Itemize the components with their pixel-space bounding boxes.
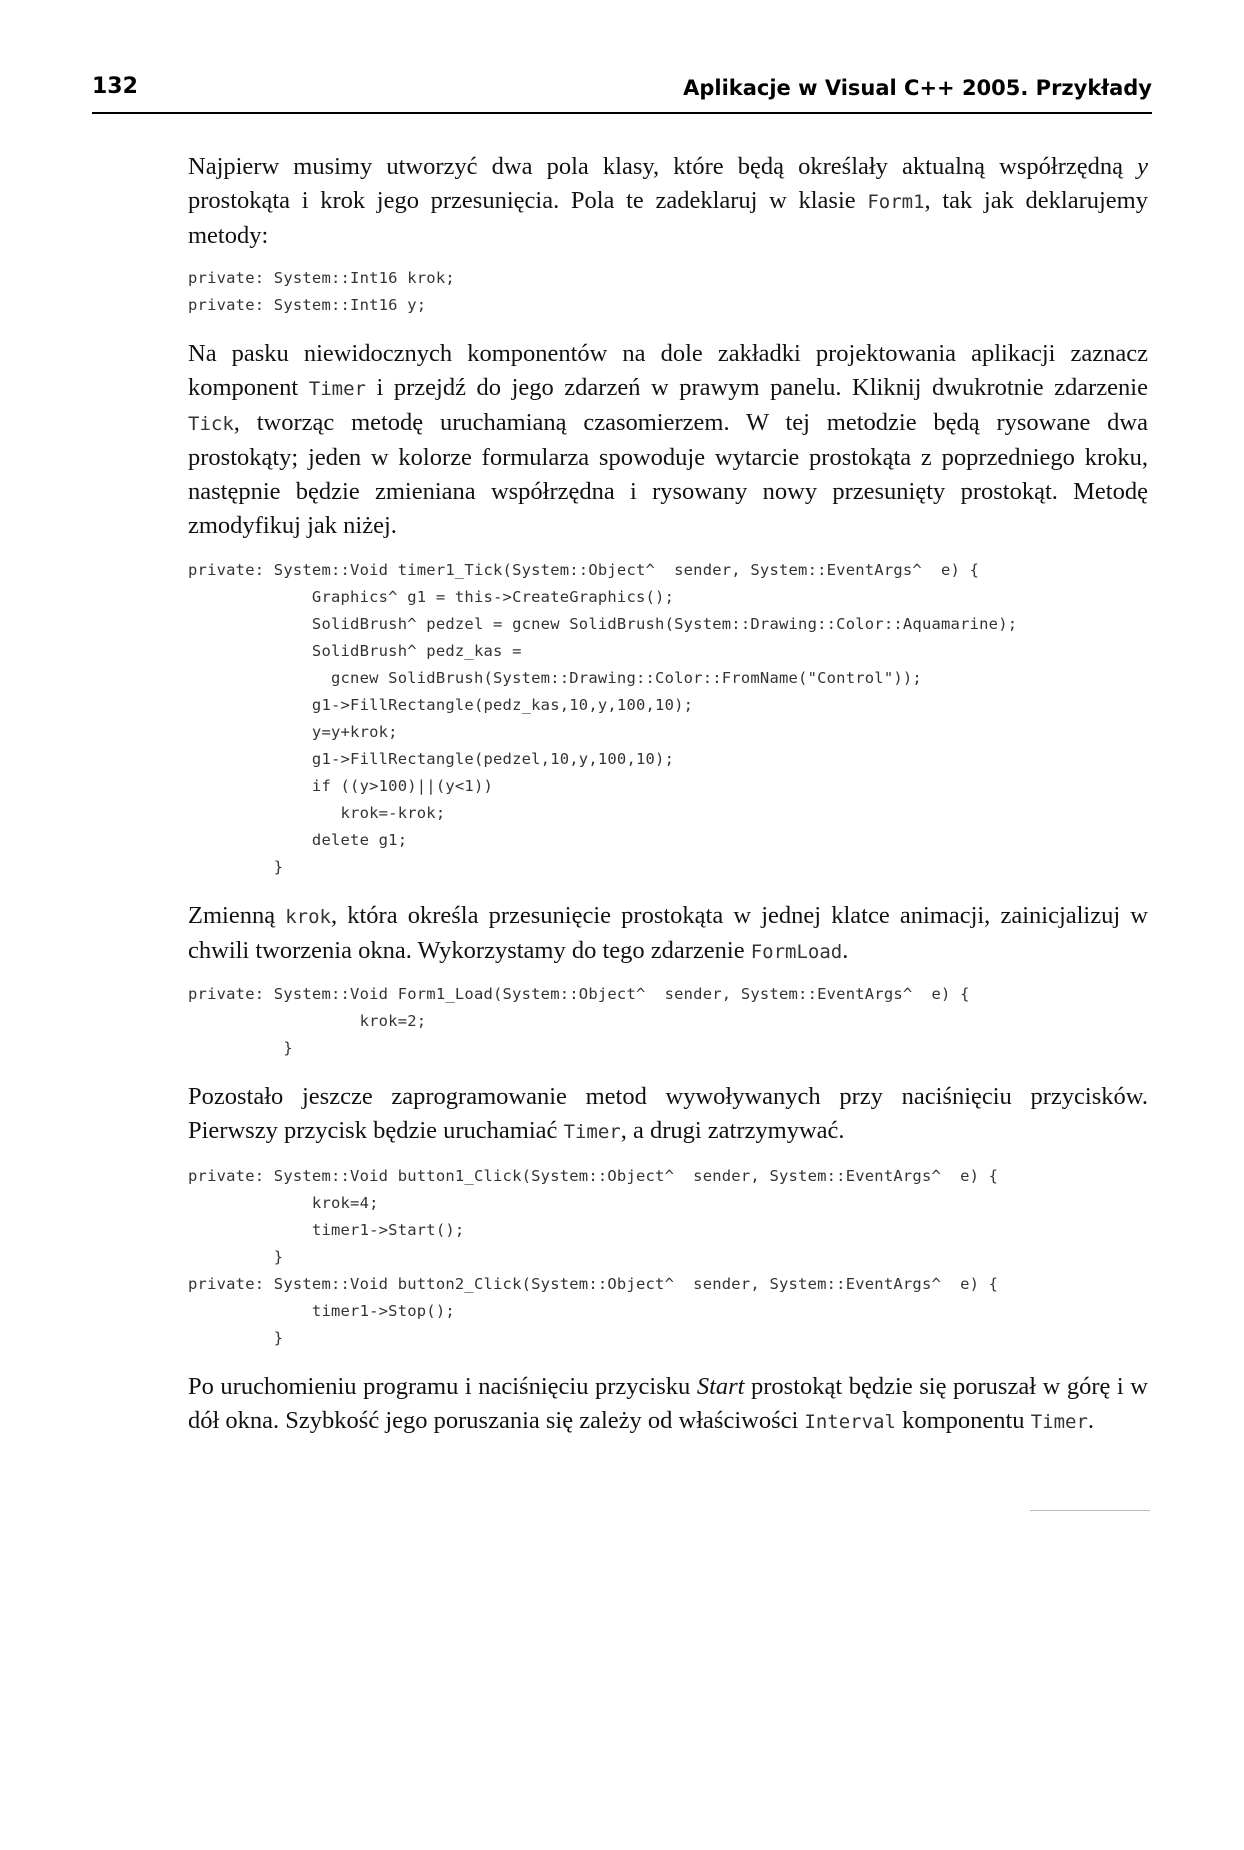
text-span: Zmienną [188, 902, 286, 929]
text-span: Na pasku niewidocznych komponentów na dole zakładki projektowania aplikacji zaznacz komponent [188, 340, 1148, 401]
page-header [92, 74, 1152, 114]
text-span: , tworząc metodę uruchamianą czasomierzem. W tej metodzie będą rysowane dwa prostokąty; jeden w kolorze formularza spowoduje wytarcie prostokąta z poprzedniego kroku, następnie będzie zmieniana współrzędna i rysowany nowy przesunięty prostokąt. Metodę zmodyfikuj jak niżej. [188, 409, 1148, 539]
paragraph-2 [188, 337, 1148, 543]
text-span: , tak jak deklarujemy metody: [188, 187, 1148, 249]
text-span: i przejdź do jego zdarzeń w prawym panelu. Kliknij dwukrotnie zdarzenie [366, 374, 1148, 401]
italic-span: Start [696, 1373, 745, 1400]
paragraph-4 [188, 1080, 1148, 1149]
inline-code: Interval [804, 1411, 896, 1433]
code-block-fields: private: System::Int16 krok; private: System::Int16 y; [188, 269, 455, 314]
code-block-timer-tick: private: System::Void timer1_Tick(System::Object^ sender, System::EventArgs^ e) { Graphics^ g1 = this->CreateGraphics(); SolidBrush^ pedzel = gcnew SolidBrush(System::Drawing::Color::Aquamarine); SolidBrush^ pedz_kas = gcnew SolidBrush(System::Drawing::Color::FromName("Control")); g1->FillRectangle(pedz_kas,10,y,100,10); y=y+krok; g1->FillRectangle(pedzel,10,y,100,10); if ((y>100)||(y<1)) krok=-krok; delete g1; } [188, 561, 1018, 876]
page-content [188, 150, 1148, 1439]
text-span: Po uruchomieniu programu i naciśnięciu przycisku [188, 1373, 697, 1400]
code-block-buttons: private: System::Void button1_Click(System::Object^ sender, System::EventArgs^ e) { krok=4; timer1->Start(); } private: System::Void button2_Click(System::Object^ sender, System::EventArgs^ e) { timer1->Stop(); } [188, 1167, 999, 1347]
text-span: komponentu [895, 1407, 1031, 1434]
text-span: prostokąta i krok jego przesunięcia. Pola te zadeklaruj w klasie [188, 187, 868, 214]
inline-code: krok [285, 906, 331, 928]
paragraph-5 [188, 1370, 1148, 1439]
italic-span: y [1137, 153, 1148, 180]
text-span: . [1087, 1407, 1095, 1434]
inline-code: Form1 [867, 191, 925, 213]
inline-code: Timer [563, 1121, 621, 1143]
text-span: prostokąt będzie się poruszał w górę i w dół okna. Szybkość jego poruszania się zależy od właściwości [188, 1373, 1148, 1434]
inline-code: Tick [188, 413, 234, 435]
inline-code: FormLoad [750, 941, 843, 963]
text-span: , a drugi zatrzymywać. [620, 1117, 845, 1144]
text-span: , która określa przesunięcie prostokąta w jednej klatce animacji, zainicjalizuj w chwili tworzenia okna. Wykorzystamy do tego zdarzenie [188, 902, 1148, 964]
running-title: Aplikacje w Visual C++ 2005. Przykłady [683, 76, 1152, 100]
paragraph-3 [188, 899, 1148, 969]
paragraph-1 [188, 150, 1148, 253]
text-span: Najpierw musimy utworzyć dwa pola klasy, które będą określały aktualną współrzędną [188, 153, 1138, 180]
inline-code: Timer [1030, 1411, 1088, 1433]
page-number: 132 [92, 74, 138, 99]
inline-code: Timer [308, 378, 366, 400]
section-end-rule [1030, 1510, 1150, 1511]
code-block-form-load: private: System::Void Form1_Load(System::Object^ sender, System::EventArgs^ e) { krok=2; } [188, 985, 970, 1057]
text-span: . [842, 937, 849, 964]
text-span: Pozostało jeszcze zaprogramowanie metod wywoływanych przy naciśnięciu przycisków. Pierwszy przycisk będzie uruchamiać [188, 1083, 1148, 1144]
